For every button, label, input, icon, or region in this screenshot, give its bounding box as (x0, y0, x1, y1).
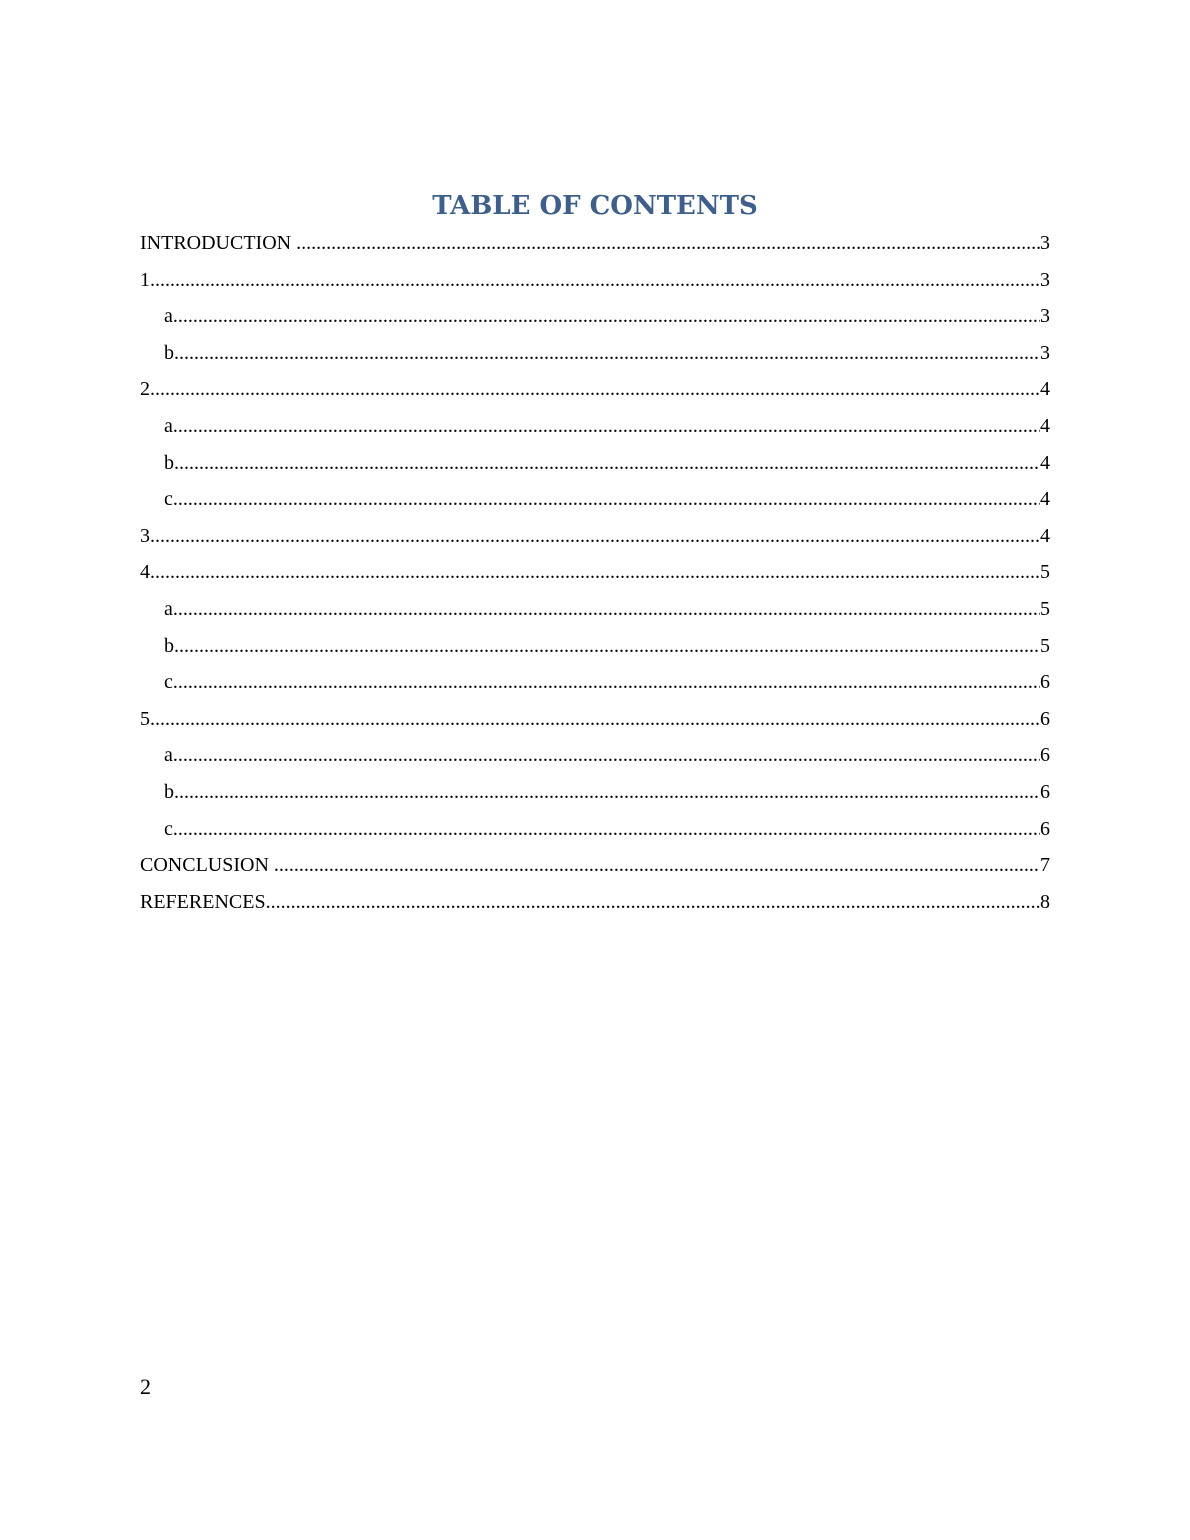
toc-entry-label: CONCLUSION (140, 854, 274, 877)
toc-entry[interactable] (140, 298, 1050, 335)
toc-entry[interactable] (140, 518, 1050, 555)
toc-entry-page-number: 5 (1040, 597, 1050, 620)
toc-entry-page-number: 4 (1040, 524, 1050, 547)
toc-entry[interactable] (140, 591, 1050, 628)
toc-entry-label: 1 (140, 268, 150, 291)
toc-entry-label: a (164, 305, 173, 328)
page-number: 2 (140, 1374, 151, 1399)
toc-list (140, 225, 1050, 920)
toc-dot-leader (150, 701, 1040, 738)
toc-entry-page-number: 6 (1040, 744, 1050, 767)
toc-dot-leader (174, 628, 1040, 665)
toc-dot-leader (173, 481, 1040, 518)
toc-entry-page-number: 5 (1040, 634, 1050, 657)
toc-dot-leader (173, 591, 1040, 628)
toc-entry[interactable] (140, 262, 1050, 299)
toc-entry[interactable] (140, 701, 1050, 738)
toc-entry-page-number: 4 (1040, 378, 1050, 401)
toc-entry-label: 5 (140, 707, 150, 730)
toc-entry-page-number: 7 (1040, 854, 1050, 877)
toc-entry-page-number: 6 (1040, 817, 1050, 840)
toc-entry[interactable] (140, 481, 1050, 518)
toc-entry-label: b (164, 780, 174, 803)
toc-dot-leader (150, 518, 1040, 555)
toc-entry-label: c (164, 817, 173, 840)
toc-entry[interactable] (140, 774, 1050, 811)
toc-entry[interactable] (140, 847, 1050, 884)
toc-entry-page-number: 3 (1040, 341, 1050, 364)
toc-entry-page-number: 4 (1040, 451, 1050, 474)
toc-dot-leader (174, 445, 1040, 482)
toc-entry-page-number: 4 (1040, 488, 1050, 511)
toc-entry-page-number: 4 (1040, 414, 1050, 437)
toc-dot-leader (173, 811, 1040, 848)
toc-dot-leader (150, 371, 1040, 408)
toc-dot-leader (274, 847, 1040, 884)
toc-entry[interactable] (140, 445, 1050, 482)
toc-entry-page-number: 3 (1040, 268, 1050, 291)
toc-entry-page-number: 6 (1040, 780, 1050, 803)
toc-entry-label: 2 (140, 378, 150, 401)
toc-entry-page-number: 6 (1040, 707, 1050, 730)
toc-entry-label: c (164, 488, 173, 511)
toc-entry[interactable] (140, 811, 1050, 848)
toc-entry[interactable] (140, 664, 1050, 701)
toc-entry-page-number: 6 (1040, 671, 1050, 694)
toc-dot-leader (150, 262, 1040, 299)
toc-entry-label: a (164, 744, 173, 767)
toc-dot-leader (173, 298, 1040, 335)
toc-dot-leader (173, 737, 1040, 774)
toc-entry-page-number: 3 (1040, 232, 1050, 254)
toc-entry-label: REFERENCES (140, 890, 266, 913)
toc-entry[interactable] (140, 554, 1050, 591)
toc-dot-leader (174, 335, 1040, 372)
toc-title: TABLE OF CONTENTS (432, 191, 758, 221)
toc-entry[interactable] (140, 408, 1050, 445)
toc-entry-page-number: 5 (1040, 561, 1050, 584)
toc-entry-label: b (164, 451, 174, 474)
toc-entry[interactable] (140, 737, 1050, 774)
toc-entry[interactable] (140, 371, 1050, 408)
toc-dot-leader (174, 774, 1040, 811)
toc-entry[interactable] (140, 335, 1050, 372)
toc-entry-page-number: 8 (1040, 890, 1050, 913)
toc-entry-label: a (164, 414, 173, 437)
toc-entry-label: b (164, 634, 174, 657)
toc-entry-label: c (164, 671, 173, 694)
toc-entry-label: INTRODUCTION (140, 232, 297, 254)
toc-entry-label: 3 (140, 524, 150, 547)
toc-entry[interactable] (140, 884, 1050, 921)
toc-dot-leader (266, 884, 1040, 921)
toc-entry[interactable] (140, 225, 1050, 262)
toc-dot-leader (150, 554, 1040, 591)
toc-entry-label: 4 (140, 561, 150, 584)
toc-dot-leader (173, 408, 1040, 445)
toc-entry-label: b (164, 341, 174, 364)
toc-entry-page-number: 3 (1040, 305, 1050, 328)
toc-entry[interactable] (140, 628, 1050, 665)
toc-entry-label: a (164, 597, 173, 620)
toc-dot-leader (296, 225, 1040, 262)
toc-dot-leader (173, 664, 1040, 701)
